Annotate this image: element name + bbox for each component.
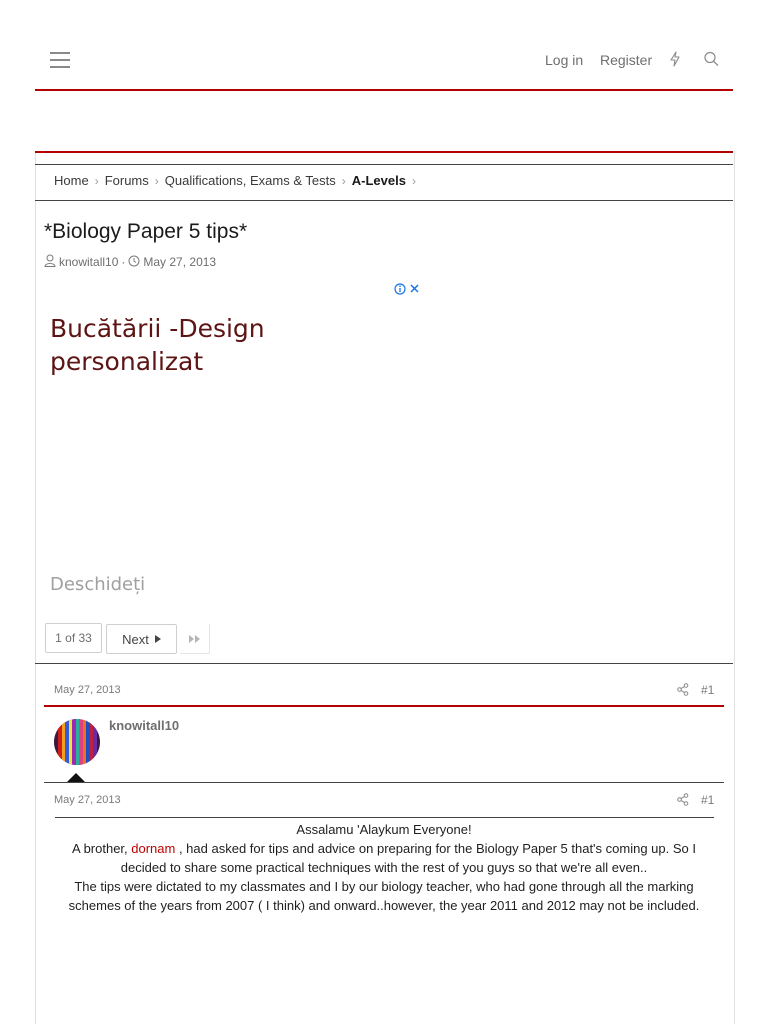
post-paragraph-1	[55, 839, 713, 877]
avatar[interactable]	[54, 719, 100, 765]
post-text: , had asked for tips and advice on preparing for the Biology Paper 5 that's coming up. So I decided to share some practical techniques with the rest of you guys so that we're all even..	[120, 841, 696, 875]
meta-separator: ·	[121, 255, 126, 269]
post-text: A brother,	[72, 841, 132, 856]
ad-headline-line2: personalizat	[50, 347, 204, 376]
page-indicator[interactable]: 1 of 33	[45, 623, 102, 653]
post-header-date[interactable]: May 27, 2013	[54, 684, 121, 696]
thread-date[interactable]: May 27, 2013	[143, 255, 217, 269]
post-date[interactable]: May 27, 2013	[54, 794, 121, 806]
post-header-number[interactable]: #1	[701, 683, 715, 697]
user-arrow-indicator	[67, 773, 85, 782]
menu-toggle-icon[interactable]	[50, 52, 70, 68]
thread-meta	[44, 254, 216, 270]
post-paragraph-2: The tips were dictated to my classmates and I by our biology teacher, who had gone through all the marking schemes of the years from 2007 ( I think) and onward..however, the year 2011 and 2012 may not be included.	[68, 879, 700, 913]
header-divider	[35, 89, 733, 91]
register-link[interactable]: Register	[600, 52, 653, 68]
user-icon	[44, 254, 56, 270]
share-icon[interactable]	[677, 793, 689, 811]
post-greeting: Assalamu 'Alaykum Everyone!	[296, 822, 472, 837]
post-body	[55, 820, 713, 915]
thread-author[interactable]: knowitall10	[59, 255, 119, 269]
post-body-divider	[55, 817, 714, 818]
chevron-right-icon: ›	[94, 173, 99, 188]
breadcrumb-qualifications[interactable]: Qualifications, Exams & Tests	[164, 173, 336, 188]
next-page-label: Next	[122, 631, 149, 647]
breadcrumb-top-border	[35, 164, 733, 165]
user-divider	[44, 782, 724, 783]
breadcrumb-forums[interactable]: Forums	[104, 173, 149, 188]
ad-open-button[interactable]: Deschideți	[50, 574, 146, 595]
pager-divider	[35, 663, 733, 664]
last-page-button[interactable]	[180, 624, 210, 654]
ad-headline[interactable]	[50, 312, 265, 378]
caret-right-icon	[155, 635, 161, 643]
user-mention[interactable]: dornam	[131, 841, 176, 856]
fast-forward-icon	[189, 635, 201, 643]
breadcrumb-a-levels[interactable]: A-Levels	[351, 173, 406, 188]
post-divider	[44, 705, 724, 707]
chevron-right-icon: ›	[341, 173, 346, 188]
chevron-right-icon: ›	[154, 173, 159, 188]
post-number[interactable]: #1	[701, 793, 715, 807]
post-username[interactable]: knowitall10	[109, 718, 180, 733]
whats-new-bolt-icon[interactable]	[669, 51, 681, 72]
share-icon[interactable]	[677, 683, 689, 701]
login-link[interactable]: Log in	[545, 52, 584, 68]
breadcrumb-home[interactable]: Home	[54, 173, 89, 188]
chevron-right-icon: ›	[411, 173, 416, 188]
thread-title: *Biology Paper 5 tips*	[44, 220, 248, 243]
breadcrumb-bottom-border	[35, 200, 733, 201]
search-icon[interactable]	[704, 51, 719, 72]
ad-info-close-icon[interactable]	[394, 282, 424, 299]
breadcrumb	[54, 173, 416, 188]
ad-headline-line1: Bucătării -Design	[50, 314, 265, 343]
next-page-button[interactable]	[106, 624, 177, 654]
clock-icon	[128, 255, 140, 270]
